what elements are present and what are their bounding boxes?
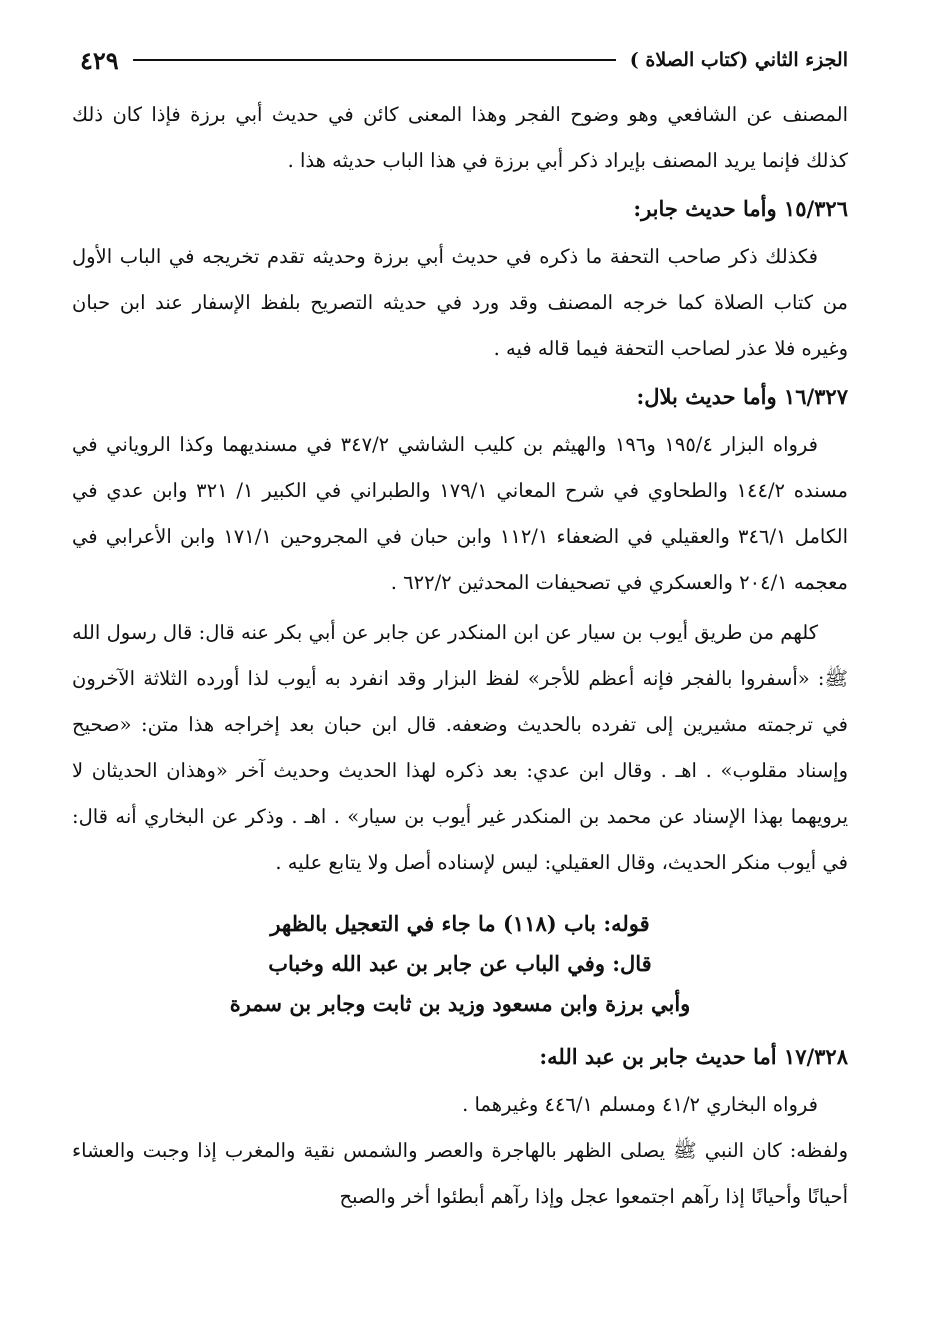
chapter-subtitle-2: وأبي برزة وابن مسعود وزيد بن ثابت وجابر بن سمرة	[229, 991, 691, 1016]
page-header	[80, 40, 848, 80]
section-heading-bilal: ١٦/٣٢٧ وأما حديث بلال:	[636, 384, 848, 409]
paragraph-6: ولفظه: كان النبي ﷺ يصلى الظهر بالهاجرة والعصر والشمس نقية والمغرب إذا وجبت والعشاء أحيانًا وأحيانًا إذا رآهم اجتمعوا عجل وإذا رآهم أبطئوا أخر والصبح	[72, 1139, 848, 1208]
chapter-title: قوله: باب (١١٨) ما جاء في التعجيل بالظهر	[270, 911, 650, 936]
page-body	[72, 92, 848, 1220]
paragraph-4: كلهم من طريق أيوب بن سيار عن ابن المنكدر عن جابر عن أبي بكر عنه قال: قال رسول الله ﷺ: «أسفروا بالفجر فإنه أعظم للأجر» لفظ البزار وقد انفرد به أيوب لذا أورده الثلاثة الآخرون في ترجمته مشيرين إلى تفرده بالحديث وضعفه. قال ابن حبان بعد إخراجه هذا متن: «صحيح وإسناد مقلوب» . اهـ . وقال ابن عدي: بعد ذكره لهذا الحديث وحديث آخر «وهذان الحديثان لا يرويهما بهذا الإسناد عن محمد بن المنكدر غير أيوب بن سيار» . اهـ . وذكر عن البخاري أنه قال: في أيوب منكر الحديث، وقال العقيلي: ليس لإسناده أصل ولا يتابع عليه .	[72, 621, 848, 874]
section-heading-jabir-abdullah: ١٧/٣٢٨ أما حديث جابر بن عبد الله:	[539, 1044, 848, 1069]
chapter-heading	[72, 904, 848, 1024]
paragraph-1: المصنف عن الشافعي وهو وضوح الفجر وهذا المعنى كائن في حديث أبي برزة فإذا كان ذلك كذلك فإنما يريد المصنف بإيراد ذكر أبي برزة في هذا الباب حديثه هذا .	[72, 103, 848, 172]
section-heading-jabir: ١٥/٣٢٦ وأما حديث جابر:	[633, 196, 848, 221]
running-title: الجزء الثاني (كتاب الصلاة )	[629, 49, 848, 71]
page-number: ٤٢٩	[80, 45, 119, 75]
paragraph-2: فكذلك ذكر صاحب التحفة ما ذكره في حديث أبي برزة وحديثه تقدم تخريجه في الباب الأول من كتاب الصلاة كما خرجه المصنف وقد ورد في حديثه التصريح بلفظ الإسفار عند ابن حبان وغيره فلا عذر لصاحب التحفة فيما قاله فيه .	[72, 245, 848, 360]
header-rule	[133, 59, 616, 61]
paragraph-5: فرواه البخاري ٤١/٢ ومسلم ٤٤٦/١ وغيرهما .	[462, 1093, 818, 1116]
paragraph-3: فرواه البزار ١٩٥/٤ و١٩٦ والهيثم بن كليب الشاشي ٣٤٧/٢ في مسنديهما وكذا الروياني في مسنده ١٤٤/٢ والطحاوي في شرح المعاني ١٧٩/١ والطبراني في الكبير ١/ ٣٢١ وابن عدي في الكامل ٣٤٦/١ والعقيلي في الضعفاء ١١٢/١ وابن حبان في المجروحين ١٧١/١ وابن الأعرابي في معجمه ٢٠٤/١ والعسكري في تصحيفات المحدثين ٦٢٢/٢ .	[72, 433, 848, 594]
chapter-subtitle-1: قال: وفي الباب عن جابر بن عبد الله وخباب	[268, 951, 652, 976]
